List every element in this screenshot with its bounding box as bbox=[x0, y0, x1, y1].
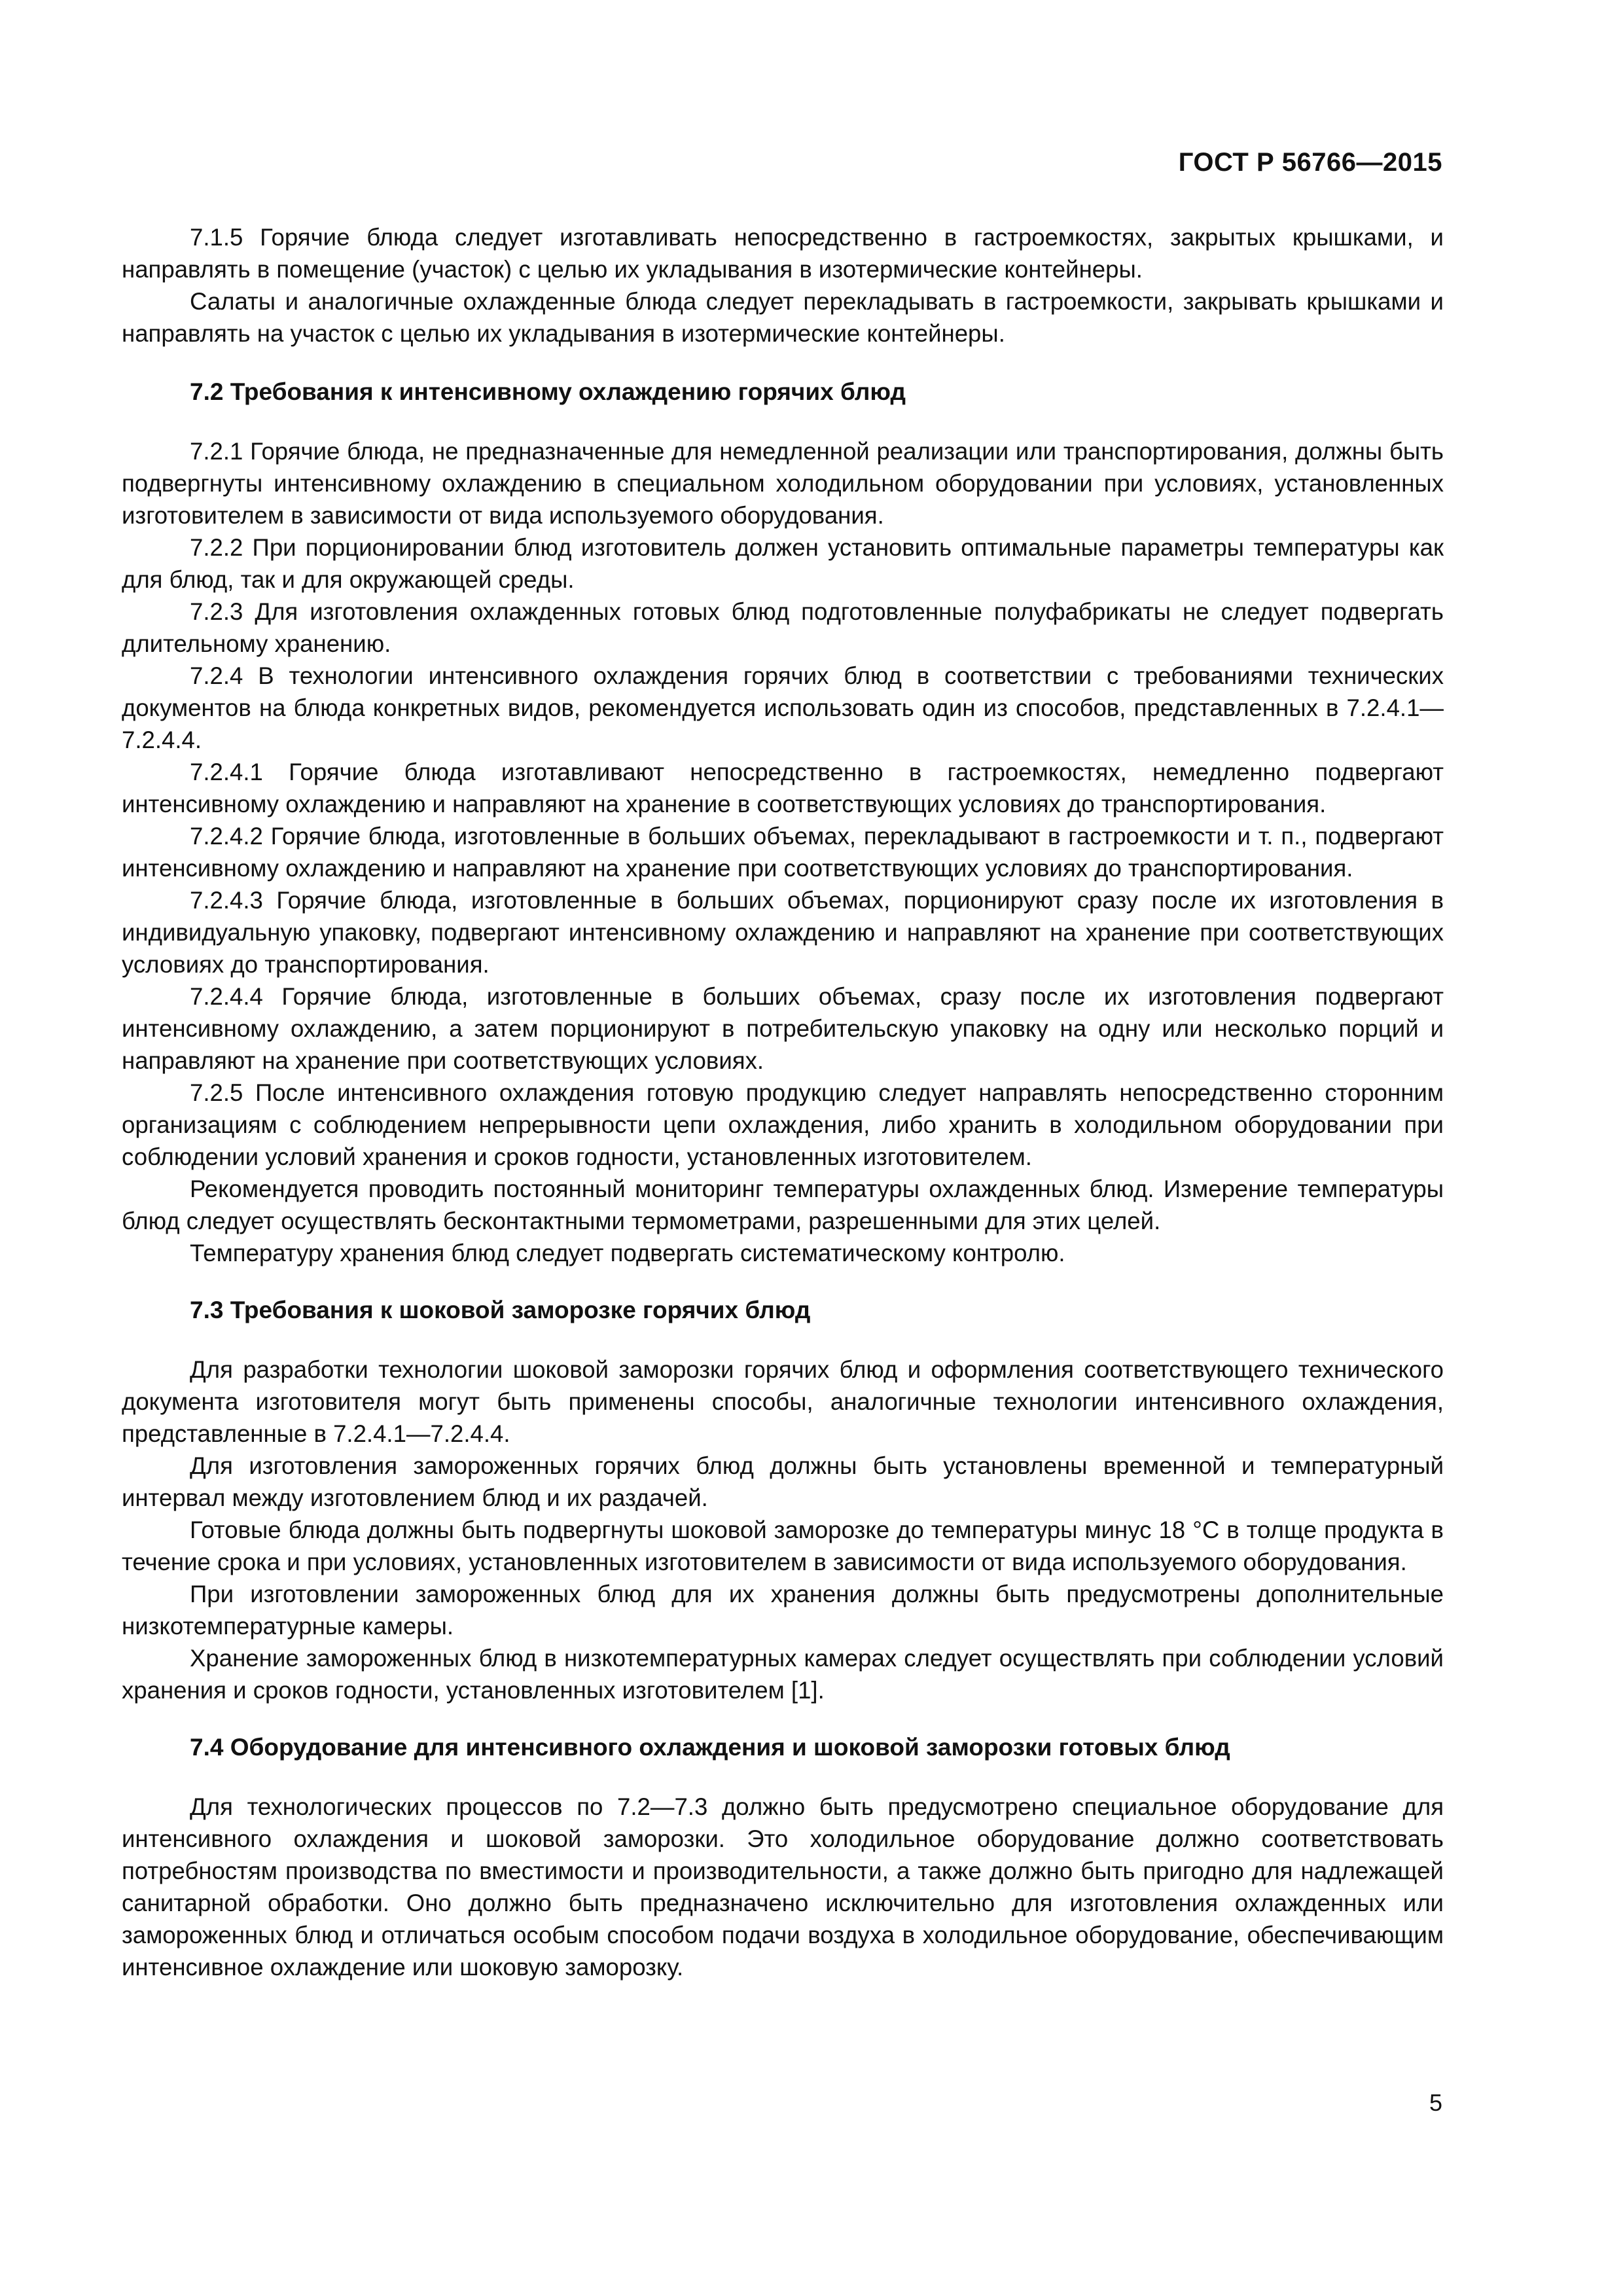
document-code-header: ГОСТ Р 56766—2015 bbox=[1178, 148, 1442, 177]
paragraph-7-2-2: 7.2.2 При порционировании блюд изготовитель должен установить оптимальные параметры температуры как для блюд, так и для окружающей среды. bbox=[122, 534, 1444, 593]
paragraph-7-2-4-1: 7.2.4.1 Горячие блюда изготавливают непосредственно в гастроемкостях, немедленно подвергают интенсивному охлаждению и направляют на хранение в соответствующих условиях до транспортирования. bbox=[122, 759, 1444, 817]
paragraph-7-3-5: Хранение замороженных блюд в низкотемпературных камерах следует осуществлять при соблюдении условий хранения и сроков годности, установленных изготовителем [1]. bbox=[122, 1645, 1444, 1704]
paragraph-7-3-4: При изготовлении замороженных блюд для их хранения должны быть предусмотрены дополнительные низкотемпературные камеры. bbox=[122, 1581, 1444, 1640]
paragraph-7-2-1: 7.2.1 Горячие блюда, не предназначенные для немедленной реализации или транспортирования, должны быть подвергнуты интенсивному охлаждению в специальном холодильном оборудовании при условиях, установленных изготовителем в зависимости от вида используемого оборудования. bbox=[122, 438, 1444, 529]
paragraph-7-3-1: Для разработки технологии шоковой заморозки горячих блюд и оформления соответствующего технического документа изготовителя могут быть применены способы, аналогичные технологии интенсивного охлаждения, представленные в 7.2.4.1—7.2.4.4. bbox=[122, 1356, 1444, 1447]
paragraph-7-2-4-2: 7.2.4.2 Горячие блюда, изготовленные в больших объемах, перекладывают в гастроемкости и т. п., подвергают интенсивному охлаждению и направляют на хранение при соответствующих условиях до транспортирования. bbox=[122, 823, 1444, 882]
paragraph-salads: Салаты и аналогичные охлажденные блюда следует перекладывать в гастроемкости, закрывать крышками и направлять на участок с целью их укладывания в изотермические контейнеры. bbox=[122, 288, 1444, 347]
heading-7-3: 7.3 Требования к шоковой заморозке горячих блюд bbox=[190, 1297, 811, 1323]
page-number: 5 bbox=[1429, 2089, 1442, 2116]
paragraph-storage-temperature: Температуру хранения блюд следует подвергать систематическому контролю. bbox=[190, 1240, 1065, 1266]
paragraph-7-3-2: Для изготовления замороженных горячих блюд должны быть установлены временной и температурный интервал между изготовлением блюд и их раздачей. bbox=[122, 1452, 1444, 1511]
paragraph-7-2-4-4: 7.2.4.4 Горячие блюда, изготовленные в больших объемах, сразу после их изготовления подвергают интенсивному охлаждению, а затем порционируют в потребительскую упаковку на одну или несколько порций и направляют на хранение при соответствующих условиях. bbox=[122, 983, 1444, 1074]
paragraph-7-4-1: Для технологических процессов по 7.2—7.3 должно быть предусмотрено специальное оборудование для интенсивного охлаждения и шоковой заморозки. Это холодильное оборудование должно соответствовать потребностям производства по вместимости и производительности, а также должно быть пригодно для надлежащей санитарной обработки. Оно должно быть предназначено исключительно для изготовления охлажденных или замороженных блюд и отличаться особым способом подачи воздуха в холодильное оборудование, обеспечивающим интенсивное охлаждение или шоковую заморозку. bbox=[122, 1793, 1444, 1981]
paragraph-7-2-4: 7.2.4 В технологии интенсивного охлаждения горячих блюд в соответствии с требованиями технических документов на блюда конкретных видов, рекомендуется использовать один из способов, представленных в 7.2.4.1—7.2.4.4. bbox=[122, 662, 1444, 753]
document-body bbox=[122, 221, 1444, 1983]
paragraph-7-2-5: 7.2.5 После интенсивного охлаждения готовую продукцию следует направлять непосредственно сторонним организациям с соблюдением непрерывности цепи охлаждения, либо хранить в холодильном оборудовании при соблюдении условий хранения и сроков годности, установленных изготовителем. bbox=[122, 1079, 1444, 1170]
paragraph-7-2-3: 7.2.3 Для изготовления охлажденных готовых блюд подготовленные полуфабрикаты не следует подвергать длительному хранению. bbox=[122, 598, 1444, 657]
paragraph-7-1-5: 7.1.5 Горячие блюда следует изготавливать непосредственно в гастроемкостях, закрытых крышками, и направлять в помещение (участок) с целью их укладывания в изотермические контейнеры. bbox=[122, 224, 1444, 283]
heading-7-2: 7.2 Требования к интенсивному охлаждению горячих блюд bbox=[190, 378, 906, 405]
paragraph-7-2-4-3: 7.2.4.3 Горячие блюда, изготовленные в больших объемах, порционируют сразу после их изготовления в индивидуальную упаковку, подвергают интенсивному охлаждению и направляют на хранение при соответствующих условиях до транспортирования. bbox=[122, 887, 1444, 978]
paragraph-monitoring: Рекомендуется проводить постоянный мониторинг температуры охлажденных блюд. Измерение температуры блюд следует осуществлять бесконтактными термометрами, разрешенными для этих целей. bbox=[122, 1175, 1444, 1234]
paragraph-7-3-3: Готовые блюда должны быть подвергнуты шоковой заморозке до температуры минус 18 °С в толще продукта в течение срока и при условиях, установленных изготовителем в зависимости от вида используемого оборудования. bbox=[122, 1516, 1444, 1575]
heading-7-4: 7.4 Оборудование для интенсивного охлаждения и шоковой заморозки готовых блюд bbox=[190, 1734, 1230, 1761]
